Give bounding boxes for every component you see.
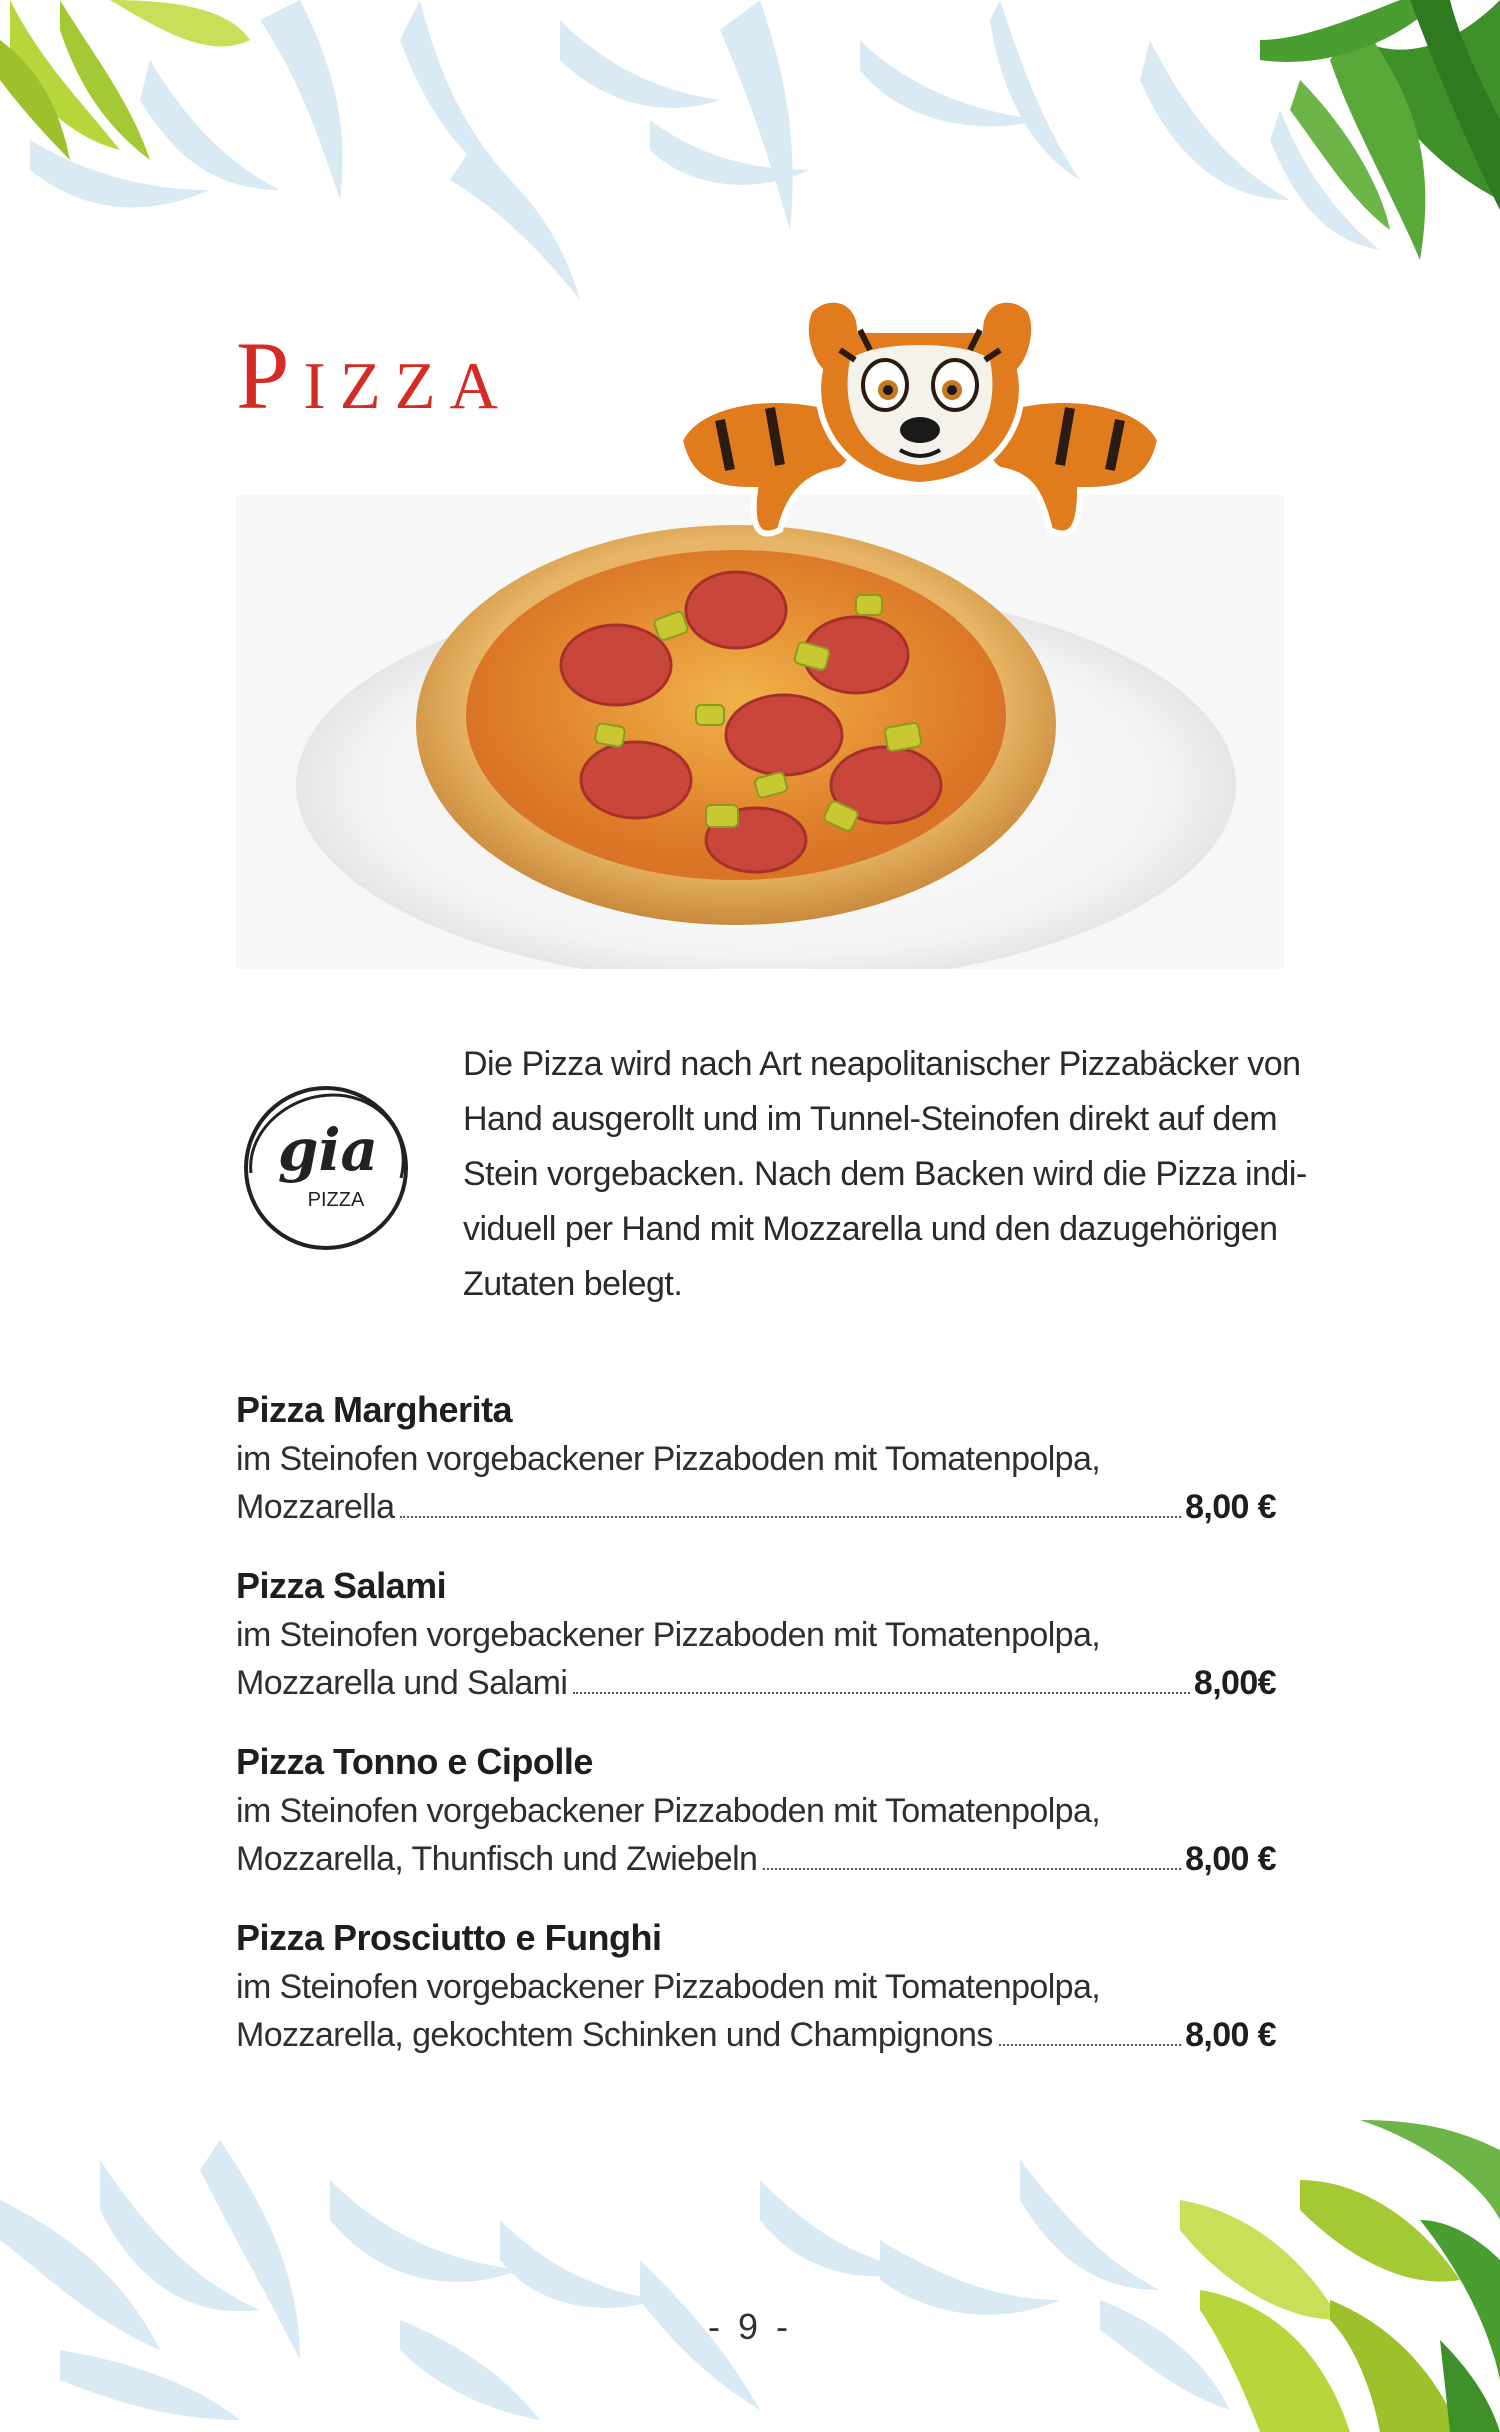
intro-line: Hand ausgerollt und im Tunnel-Steinofen direkt auf dem — [463, 1100, 1278, 1138]
logo-brand-text: gia — [277, 1116, 379, 1184]
intro-line: Die Pizza wird nach Art neapolitanischer Pizzabäcker von — [463, 1045, 1301, 1083]
menu-item-description: im Steinofen vorgebackener Pizzaboden mit Tomatenpolpa, — [236, 1440, 1101, 1478]
menu-item-description-cont: Mozzarella, gekochtem Schinken und Champignons — [236, 2016, 993, 2054]
top-leaf-decoration — [0, 0, 1500, 330]
menu-item-description-cont: Mozzarella und Salami — [236, 1664, 568, 1702]
menu-item-price-line — [236, 1483, 1276, 1531]
menu-item — [236, 1913, 1276, 2059]
menu-item-price: 8,00€ — [1193, 1664, 1276, 1702]
logo-sub-text: PIZZA — [307, 1189, 365, 1211]
menu-item-description-cont: Mozzarella — [236, 1488, 395, 1526]
menu-item-name: Pizza Tonno e Cipolle — [236, 1741, 593, 1782]
menu-item-description: im Steinofen vorgebackener Pizzaboden mit Tomatenpolpa, — [236, 1792, 1101, 1830]
menu-item-price: 8,00 € — [1185, 2016, 1276, 2054]
menu-item — [236, 1385, 1276, 1531]
intro-line: Stein vorgebacken. Nach dem Backen wird die Pizza indi- — [463, 1155, 1307, 1193]
menu-item-price-line — [236, 1835, 1276, 1883]
gia-pizza-logo — [236, 1078, 416, 1258]
dot-leader — [763, 1868, 1181, 1870]
menu-item-price-line — [236, 1659, 1276, 1707]
menu-item-name: Pizza Prosciutto e Funghi — [236, 1917, 662, 1958]
intro-line: Zutaten belegt. — [463, 1265, 683, 1303]
menu-item — [236, 1561, 1276, 1707]
pizza-photo — [236, 495, 1284, 969]
dot-leader — [999, 2044, 1181, 2046]
dot-leader — [573, 1692, 1190, 1694]
menu-item-description: im Steinofen vorgebackener Pizzaboden mit Tomatenpolpa, — [236, 1616, 1101, 1654]
intro-line: viduell per Hand mit Mozzarella und den dazugehörigen — [463, 1210, 1278, 1248]
tiger-mascot-icon — [660, 290, 1180, 560]
menu-item-description: im Steinofen vorgebackener Pizzaboden mit Tomatenpolpa, — [236, 1968, 1101, 2006]
menu-item — [236, 1737, 1276, 1883]
menu-item-name: Pizza Margherita — [236, 1389, 513, 1430]
page-title: Pizza — [236, 322, 512, 429]
intro-paragraph — [463, 1037, 1307, 1312]
pizza-menu-list — [236, 1385, 1276, 2089]
menu-item-description-cont: Mozzarella, Thunfisch und Zwiebeln — [236, 1840, 758, 1878]
menu-item-name: Pizza Salami — [236, 1565, 447, 1606]
menu-item-price-line — [236, 2011, 1276, 2059]
page-number: - 9 - — [707, 2306, 792, 2347]
bottom-leaf-decoration — [0, 2120, 1500, 2432]
dot-leader — [400, 1516, 1181, 1518]
menu-item-price: 8,00 € — [1185, 1488, 1276, 1526]
menu-item-price: 8,00 € — [1185, 1840, 1276, 1878]
